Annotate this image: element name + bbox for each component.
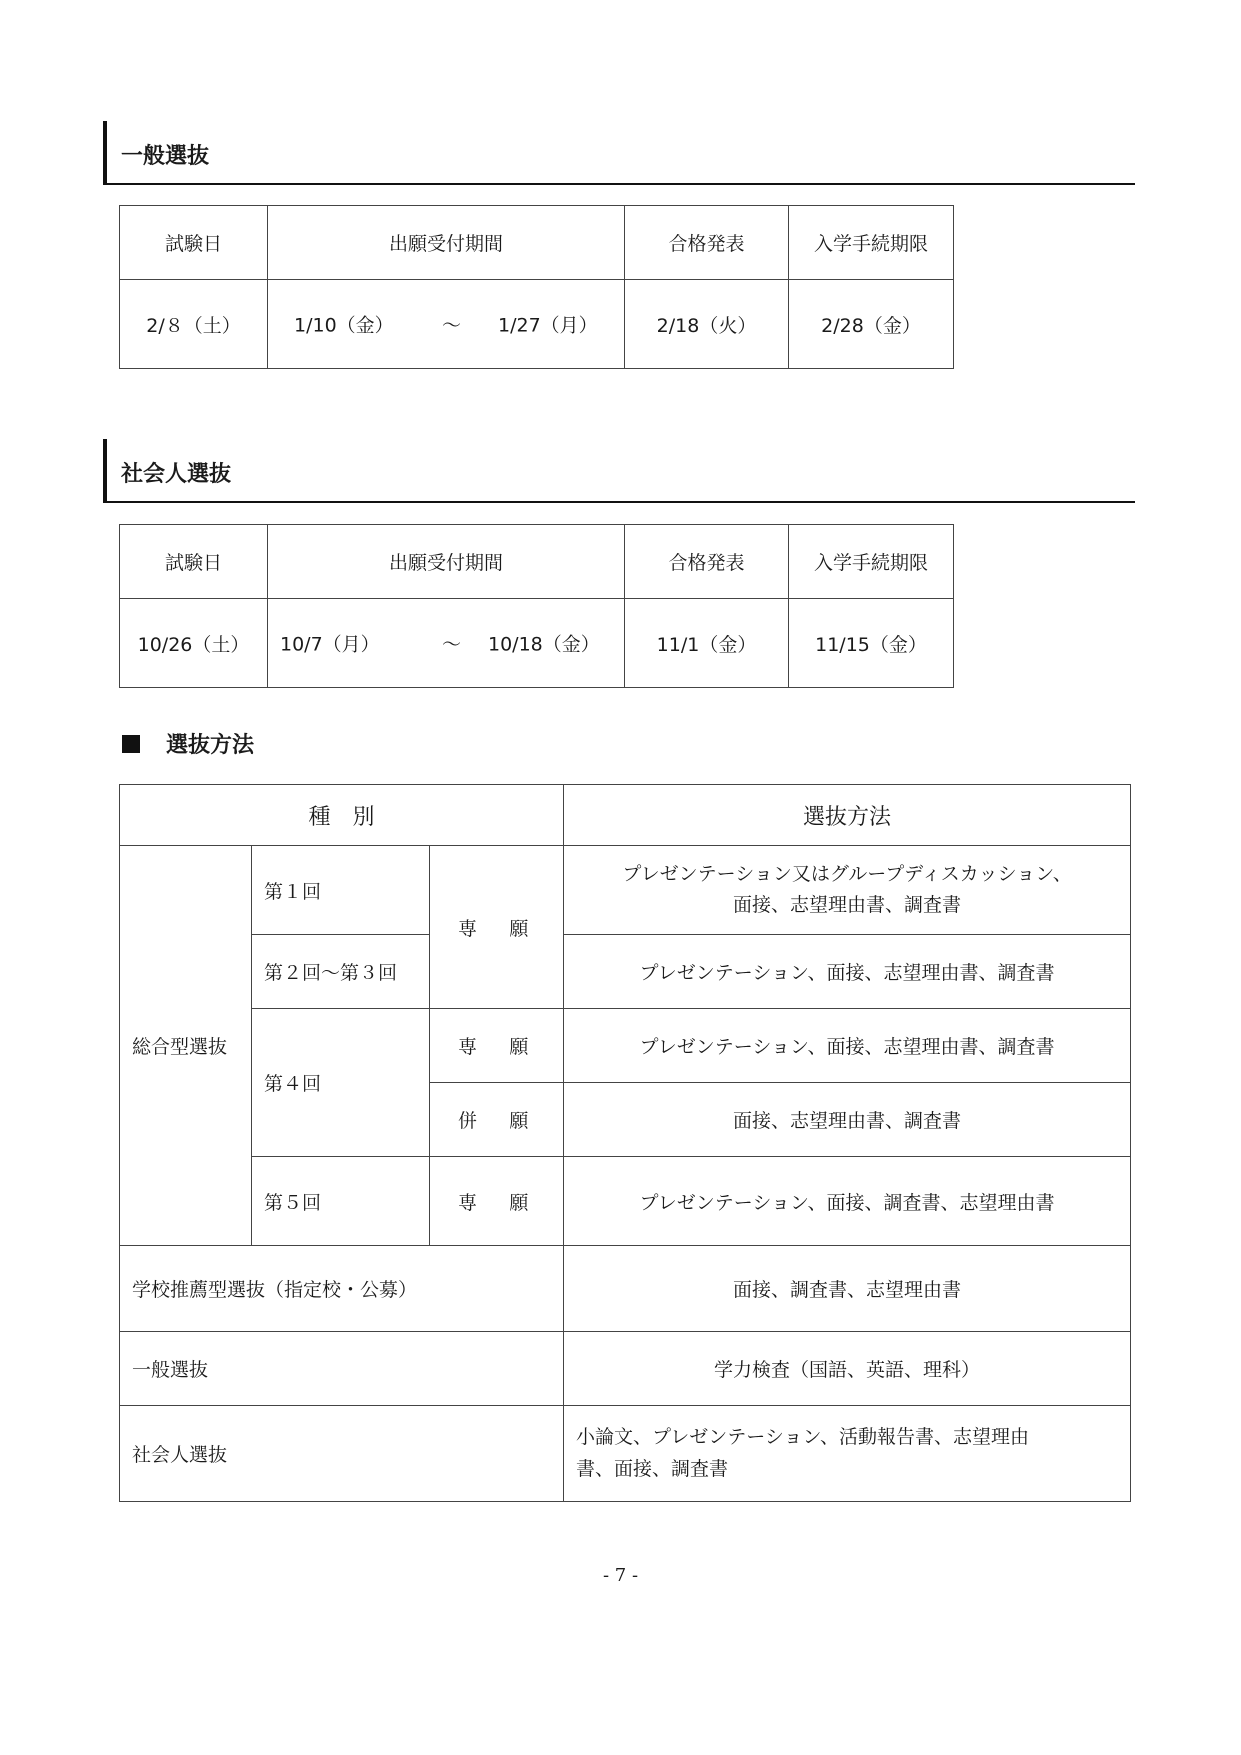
concurrent-application: 併 願 (430, 1083, 564, 1157)
method-general-selection: 学力検査（国語、英語、理科） (564, 1332, 1131, 1406)
method-round-2-3: プレゼンテーション、面接、志望理由書、調査書 (564, 935, 1131, 1009)
header-announcement: 合格発表 (625, 206, 789, 280)
apply-end: 1/27（月） (498, 314, 598, 337)
header-application-period: 出願受付期間 (268, 206, 625, 280)
round-4: 第４回 (252, 1009, 430, 1157)
tilde: ～ (442, 314, 462, 337)
method-round-5: プレゼンテーション、面接、調査書、志望理由書 (564, 1157, 1131, 1246)
method-heading (122, 728, 254, 759)
exclusive-application: 専 願 (430, 1009, 564, 1083)
exclusive-application: 専 願 (430, 1157, 564, 1246)
tilde: ～ (442, 633, 462, 656)
page-number: - 7 - (602, 1565, 639, 1586)
general-schedule-table (119, 205, 954, 369)
round-5: 第５回 (252, 1157, 430, 1246)
section-title: 社会人選抜 (121, 462, 232, 487)
school-recommendation-label: 学校推薦型選抜（指定校・公募） (120, 1246, 564, 1332)
header-method: 選抜方法 (564, 785, 1131, 846)
method-adult-selection: 小論文、プレゼンテーション、活動報告書、志望理由 書、面接、調査書 (564, 1406, 1131, 1502)
general-selection-label: 一般選抜 (120, 1332, 564, 1406)
header-application-period: 出願受付期間 (268, 525, 625, 599)
exam-date: 10/26（土） (120, 599, 268, 688)
method-school-recommendation: 面接、調査書、志望理由書 (564, 1246, 1131, 1332)
announcement-date: 11/1（金） (625, 599, 789, 688)
exam-date: 2/８（土） (120, 280, 268, 369)
round-1: 第１回 (252, 846, 430, 935)
enrollment-deadline: 11/15（金） (789, 599, 954, 688)
header-enrollment-deadline: 入学手続期限 (789, 525, 954, 599)
section-heading-general (103, 121, 1135, 185)
application-period (268, 280, 625, 369)
method-round-4-exclusive: プレゼンテーション、面接、志望理由書、調査書 (564, 1009, 1131, 1083)
adult-schedule-table (119, 524, 954, 688)
square-bullet-icon (122, 735, 140, 753)
header-exam-date: 試験日 (120, 525, 268, 599)
header-exam-date: 試験日 (120, 206, 268, 280)
apply-start: 1/10（金） (294, 314, 394, 337)
header-announcement: 合格発表 (625, 525, 789, 599)
method-round-1: プレゼンテーション又はグループディスカッション、 面接、志望理由書、調査書 (564, 846, 1131, 935)
apply-start: 10/7（月） (280, 633, 380, 656)
round-2-3: 第２回～第３回 (252, 935, 430, 1009)
method-round-4-concurrent: 面接、志望理由書、調査書 (564, 1083, 1131, 1157)
header-enrollment-deadline: 入学手続期限 (789, 206, 954, 280)
application-period (268, 599, 625, 688)
method-title: 選抜方法 (166, 733, 255, 758)
comprehensive-selection-label: 総合型選抜 (120, 846, 252, 1246)
adult-selection-label: 社会人選抜 (120, 1406, 564, 1502)
selection-method-table (119, 784, 1131, 1502)
apply-end: 10/18（金） (488, 633, 600, 656)
announcement-date: 2/18（火） (625, 280, 789, 369)
header-type: 種 別 (120, 785, 564, 846)
section-title: 一般選抜 (121, 144, 210, 169)
section-heading-adult (103, 439, 1135, 503)
exclusive-application: 専 願 (430, 846, 564, 1009)
enrollment-deadline: 2/28（金） (789, 280, 954, 369)
